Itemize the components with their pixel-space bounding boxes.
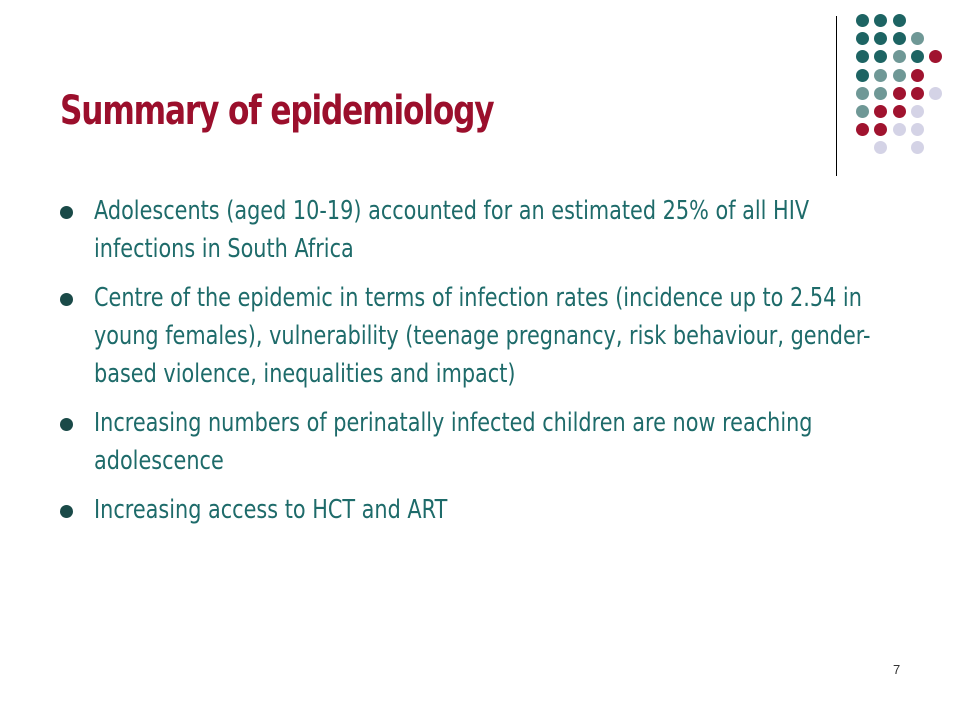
- decorative-dot: [874, 123, 887, 136]
- bullet-text: Increasing numbers of perinatally infected children are now reaching adolescence: [94, 408, 813, 476]
- decorative-dot: [874, 105, 887, 118]
- decorative-dot: [929, 87, 942, 100]
- decorative-dot: [911, 87, 924, 100]
- bullet-text: Adolescents (aged 10-19) accounted for an estimated 25% of all HIV infections in South Africa: [94, 196, 810, 264]
- decorative-dot: [874, 141, 887, 154]
- decorative-dot: [856, 32, 869, 45]
- bullet-item: [60, 279, 900, 393]
- decorative-dot: [893, 50, 906, 63]
- decorative-dot: [929, 50, 942, 63]
- decorative-dot: [856, 69, 869, 82]
- decorative-dot: [893, 14, 906, 27]
- decorative-dot: [893, 32, 906, 45]
- decorative-dot: [856, 87, 869, 100]
- decorative-dot: [911, 32, 924, 45]
- decorative-dot: [911, 105, 924, 118]
- decorative-dot: [874, 50, 887, 63]
- decorative-dot: [893, 105, 906, 118]
- decorative-dot: [874, 32, 887, 45]
- decorative-dot: [893, 87, 906, 100]
- bullet-text: Centre of the epidemic in terms of infection rates (incidence up to 2.54 in young females), vulnerability (teenage pregnancy, risk behaviour, gender-based violence, inequalities and impact): [94, 283, 871, 389]
- slide-title: Summary of epidemiology: [60, 88, 494, 134]
- bullet-item: [60, 404, 900, 480]
- decorative-dot: [856, 50, 869, 63]
- bullet-list: [60, 192, 900, 540]
- decorative-dot: [874, 69, 887, 82]
- bullet-text: Increasing access to HCT and ART: [94, 495, 448, 525]
- decorative-dot: [893, 69, 906, 82]
- decorative-dot: [874, 14, 887, 27]
- bullet-item: [60, 491, 900, 529]
- decorative-dot: [911, 123, 924, 136]
- page-number: 7: [893, 662, 901, 677]
- bullet-item: [60, 192, 900, 268]
- vertical-divider: [836, 16, 837, 176]
- decorative-dot: [856, 105, 869, 118]
- decorative-dot: [856, 14, 869, 27]
- decorative-dot: [911, 69, 924, 82]
- decorative-dot: [911, 50, 924, 63]
- decorative-dot: [911, 141, 924, 154]
- decorative-dot: [893, 123, 906, 136]
- decorative-dot: [874, 87, 887, 100]
- decorative-dot: [856, 123, 869, 136]
